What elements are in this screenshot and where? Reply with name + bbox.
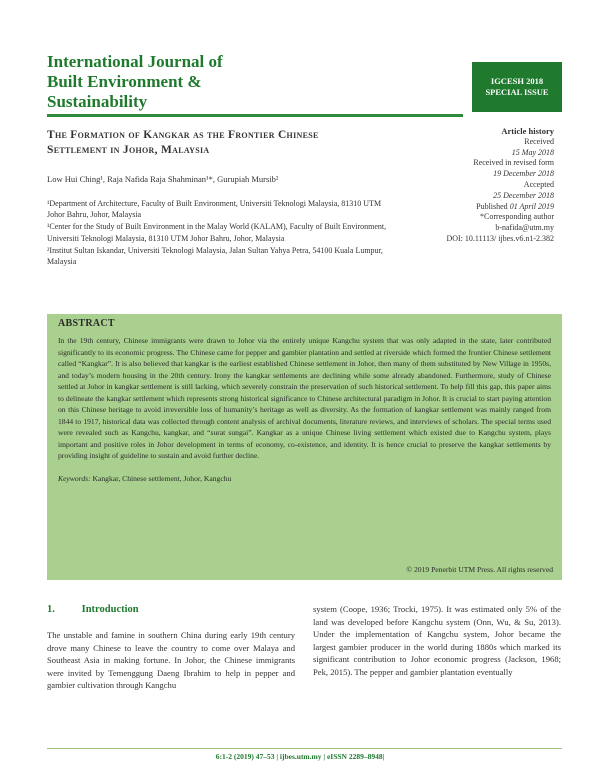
journal-title	[47, 52, 347, 112]
article-title	[47, 128, 417, 158]
abstract-box	[47, 314, 562, 580]
issue-line: IGCESH 2018	[490, 76, 544, 86]
corresponding-email[interactable]: b-nafida@utm.my	[495, 223, 554, 233]
body-column-right: system (Coope, 1936; Trocki, 1975). It was estimated only 5% of the land was developed before Kangchu system (Onn, Wu, & Su, 2013). Under the implementation of Kangchu system, Johor became the largest gambier producer in the world during 1880s which marked its significant contribution to Johor economic progress (Jackson, 1968; Pek, 2015). The pepper and gambier plantation eventually	[313, 604, 561, 677]
article-title-line: Settlement in Johor, Malaysia	[47, 144, 210, 156]
accepted-date: 25 December 2018	[493, 190, 554, 200]
received-label: Received	[524, 136, 554, 146]
doi[interactable]: DOI: 10.11113/ ijbes.v6.n1-2.382	[446, 233, 554, 243]
affiliation: ²Institut Sultan Iskandar, Universiti Teknologi Malaysia, Jalan Sultan Yahya Petra, 54100 Kuala Lumpur, Malaysia	[47, 245, 383, 267]
article-history	[404, 126, 554, 245]
keywords-label: Keywords:	[58, 473, 91, 483]
abstract-body: In the 19th century, Chinese immigrants were drawn to Johor via the entirely unique Kangchu system that was only adapted in the state, later contributed significantly to its economic progress. The Chinese came for pepper and gambier plantation and settled at riverside which formed the frontier Chinese settlement called “Kangkar”. It is also believed that kangkar is the earliest established Chinese settlement in Johor, then many of them substituted by New Village in 1950s, and today’s modern housing in the 20th century. Irony the kangkar settlements are declining while some already abandoned. Furthermore, study of Chinese settled at Johor in kangkar settlement is still lacking, which severely constrain the preservation of such historical settlement. To help fill this gap, this paper aims to delineate the kangkar settlement which represents strong historical significance to Chinese architectural paradigm in Johor. It is crucial to start paying attention on this Chinese heritage to avoid irreversible loss of humanity’s heritage as well as diversity. As the formation of kangkar settlement was mainly ranged from 1844 to 1917, historical data was collected through content analysis of archival documents, literature reviews, and interviews of scholars. The special terms used were revealed such as Kangchu, kangkar, and “surat sungai”. Kangkar as a unique Chinese living settlement which existed due to Kangchu system, plays important and positive roles in Johor development in terms of economy, co-existence, and identity. It is hence crucial to preserve the kangkar settlements by providing insight of guideline to sustain and avoid further decline.	[58, 336, 551, 460]
affiliations	[47, 198, 387, 268]
published-row	[404, 202, 554, 213]
copyright: © 2019 Penerbit UTM Press. All rights reserved	[406, 565, 553, 574]
keywords: Kangkar, Chinese settlement, Johor, Kangchu	[92, 473, 232, 483]
published-date: 01 April 2019	[509, 201, 554, 211]
footer-divider	[47, 748, 562, 749]
journal-title-line: International Journal of	[47, 52, 223, 71]
corresponding-label: *Corresponding author	[480, 212, 554, 222]
author-list: Low Hui Ching¹, Raja Nafida Raja Shahminan¹*, Gurupiah Mursib²	[47, 174, 279, 184]
journal-title-line: Sustainability	[47, 92, 148, 111]
keywords-row	[58, 474, 551, 483]
abstract-heading: ABSTRACT	[58, 318, 115, 329]
history-heading: Article history	[501, 126, 554, 136]
section-heading	[47, 604, 139, 615]
revised-date: 19 December 2018	[493, 169, 554, 179]
affiliation: ¹Department of Architecture, Faculty of Built Environment, Universiti Teknologi Malaysia, 81310 UTM Johor Bahru, Johor, Malaysia	[47, 199, 382, 220]
article-title-line: The Formation of Kangkar as the Frontier Chinese	[47, 129, 319, 141]
revised-label: Received in revised form	[473, 158, 554, 168]
published-label: Published	[476, 201, 508, 211]
body-column-left: The unstable and famine in southern China during early 19th century drove many Chinese to leave the country to come over Malaya and Southeast Asia in making fortune. In Johor, the Chinese immigrants were invited by Temenggung Daeng Ibrahim to help in pepper and gambier cultivation through Kangchu	[47, 630, 295, 691]
affiliation: ¹Center for the Study of Built Environment in the Malay World (KALAM), Faculty of Built Environment, Universiti Teknologi Malaysia, 81310 UTM Johor Bahru, Johor, Malaysia	[47, 222, 387, 243]
header-divider	[47, 114, 463, 117]
issue-line: SPECIAL ISSUE	[485, 87, 549, 97]
accepted-label: Accepted	[523, 179, 554, 189]
section-title: Introduction	[81, 604, 139, 615]
journal-title-line: Built Environment &	[47, 72, 202, 91]
section-number: 1.	[47, 604, 55, 615]
received-date: 15 May 2018	[511, 147, 554, 157]
page-footer[interactable]: 6:1-2 (2019) 47–53 | ijbes.utm.my | eISSN 2289–8948|	[215, 752, 385, 761]
special-issue-badge	[472, 62, 562, 112]
